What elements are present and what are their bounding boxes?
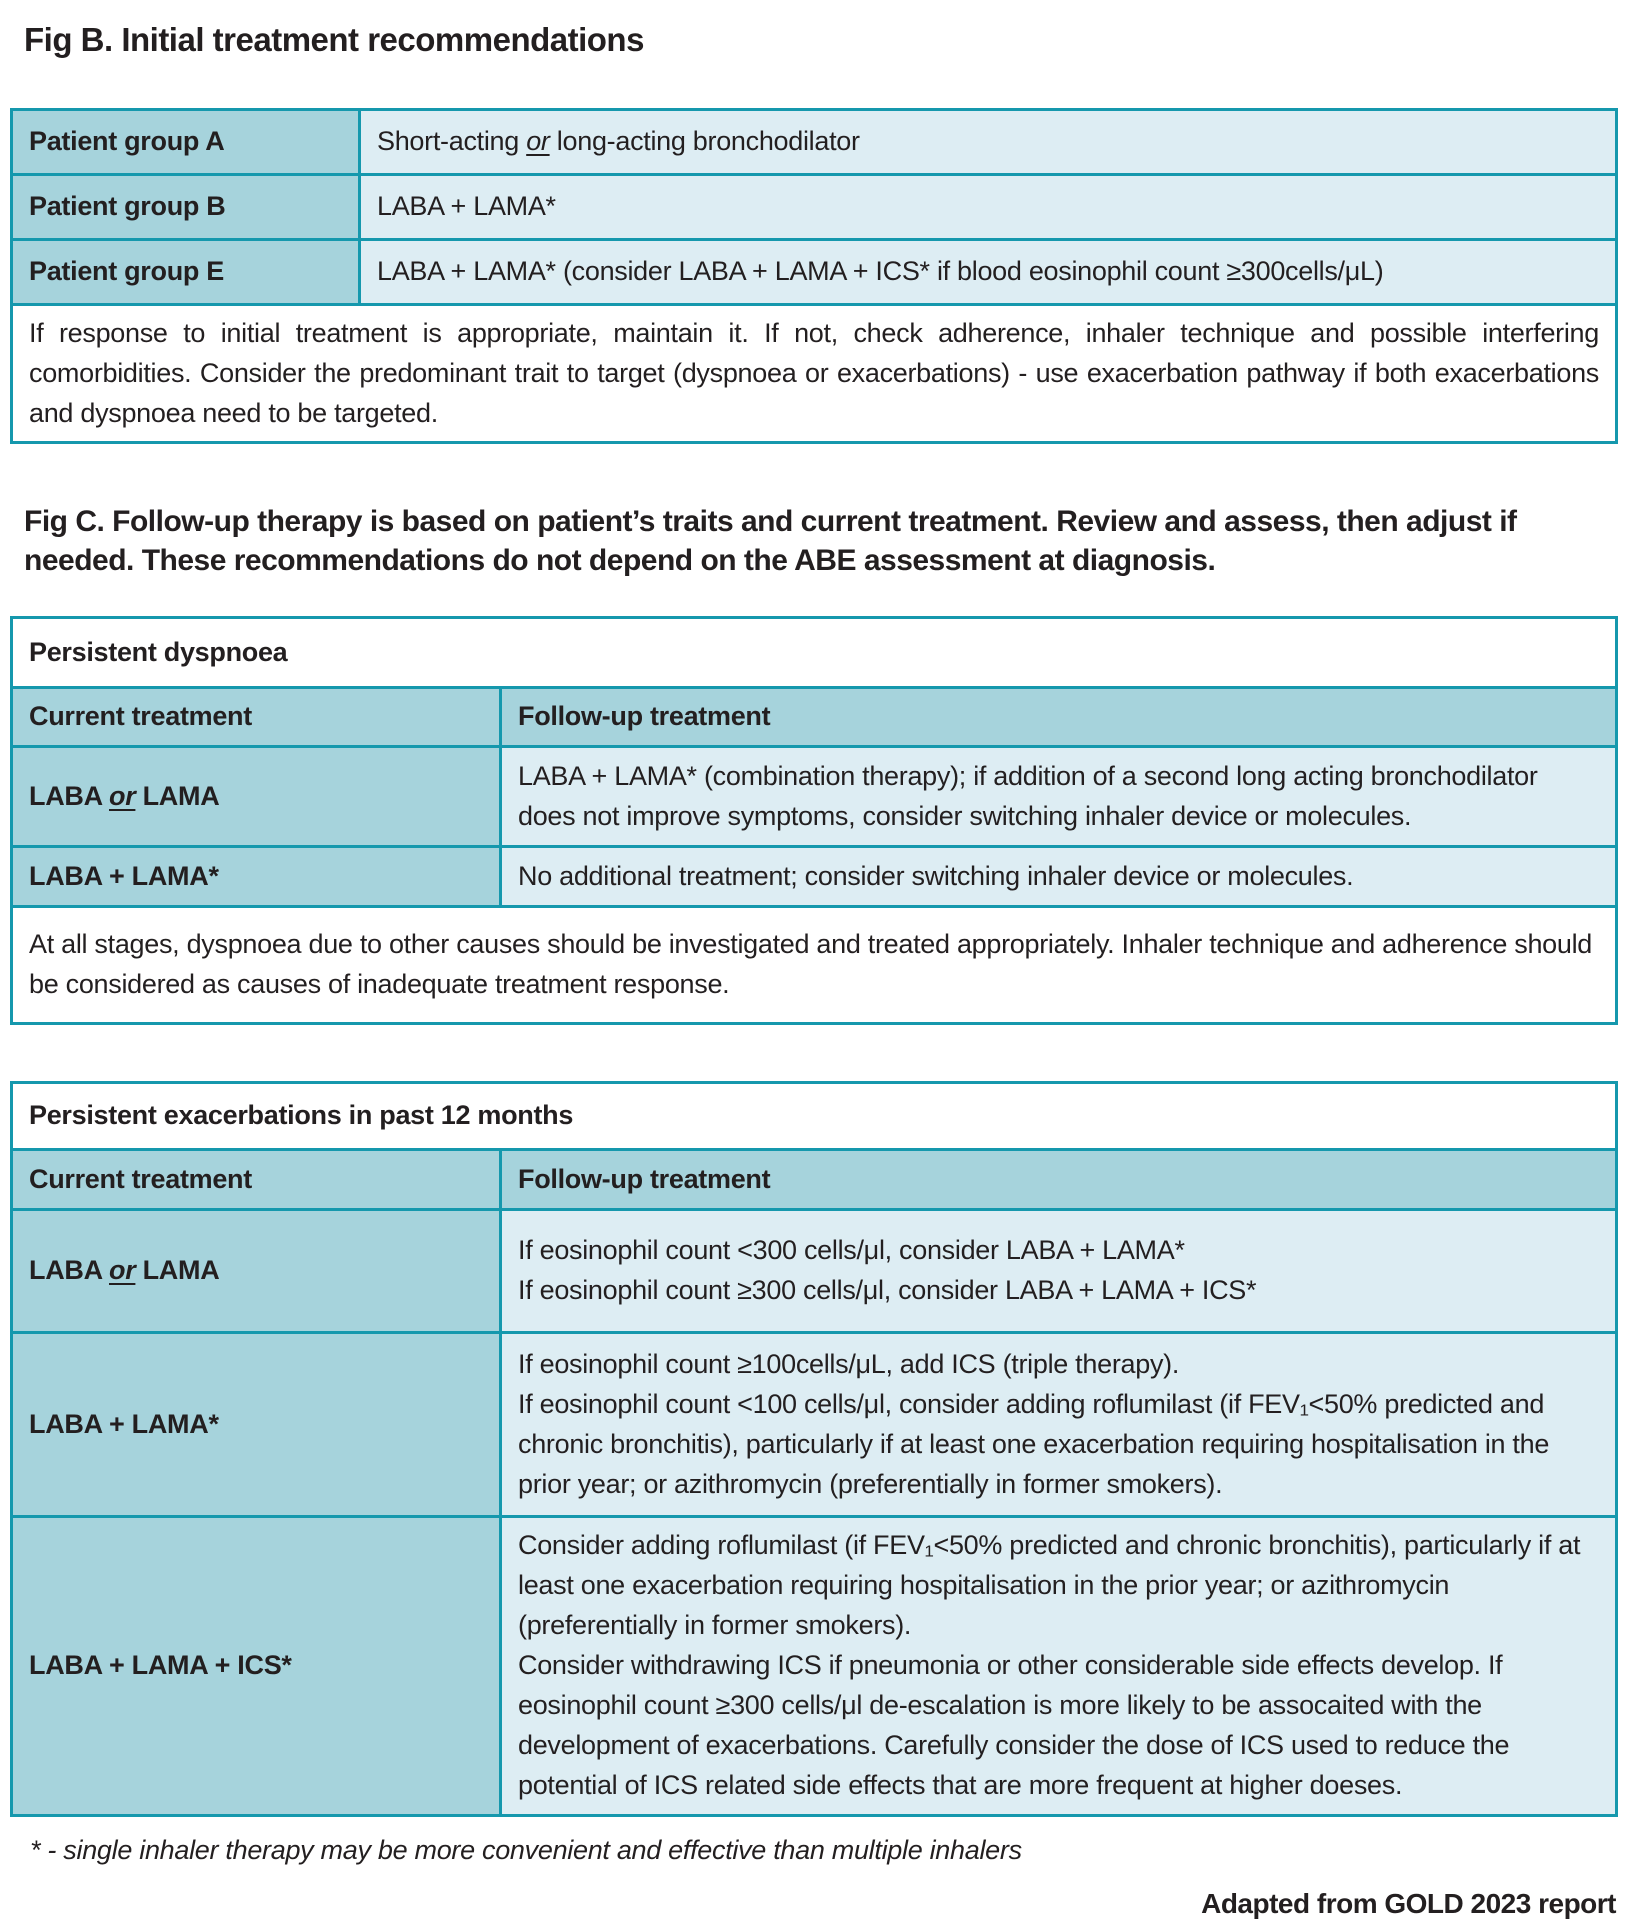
treatment-text: Short-acting bbox=[377, 125, 527, 156]
or-word: or bbox=[109, 780, 136, 811]
followup-treatment-cell bbox=[501, 747, 1617, 847]
exacerbations-header-row bbox=[12, 1150, 1617, 1210]
dyspnoea-header-row bbox=[12, 688, 1617, 747]
fig-b-note-row bbox=[12, 304, 1617, 443]
exacerbations-row-2 bbox=[12, 1333, 1617, 1517]
fig-b-title: Fig B. Initial treatment recommendations bbox=[24, 21, 644, 58]
asterisk-footnote: * - single inhaler therapy may be more convenient and effective than multiple inhalers bbox=[30, 1835, 1022, 1866]
exacerbations-section-row bbox=[12, 1083, 1617, 1150]
persistent-dyspnoea-table bbox=[10, 616, 1618, 1025]
patient-group-a-label: Patient group A bbox=[12, 109, 360, 174]
current-treatment-header: Current treatment bbox=[12, 688, 501, 747]
followup-treatment-header: Follow-up treatment bbox=[501, 1150, 1617, 1210]
source-credit: Adapted from GOLD 2023 report bbox=[1201, 1888, 1616, 1920]
current-treatment-cell bbox=[12, 1210, 501, 1333]
followup-paragraph: LABA + LAMA* (combination therapy); if addition of a second long acting bronchodilator does not improve symptoms, consider switching inhaler device or molecules. bbox=[518, 760, 1538, 831]
current-treatment-cell bbox=[12, 1333, 501, 1517]
treatment-text: long-acting bronchodilator bbox=[549, 125, 860, 156]
treatment-text: LAMA bbox=[135, 1255, 220, 1286]
followup-paragraph: If eosinophil count <100 cells/μl, consider adding roflumilast (if FEV₁<50% predicted and chronic bronchitis), particularly if at least one exacerbation requiring hospitalisation in the prior year; or azithromycin (preferentially in former smokers). bbox=[518, 1388, 1550, 1499]
treatment-text: LABA bbox=[29, 780, 109, 811]
dyspnoea-note-row bbox=[12, 907, 1617, 1024]
exacerbations-row-1 bbox=[12, 1210, 1617, 1333]
current-treatment-cell bbox=[12, 847, 501, 907]
patient-group-e-treatment bbox=[360, 239, 1617, 304]
fig-b-row-a bbox=[12, 109, 1617, 174]
followup-treatment-cell bbox=[501, 847, 1617, 907]
followup-paragraph: Consider withdrawing ICS if pneumonia or other considerable side effects develop. If eosinophil count ≥300 cells/μl de-escalation is more likely to be assocaited with the development of exacerbations. Carefully consider the dose of ICS used to reduce the potential of ICS related side effects that are more frequent at higher doeses. bbox=[518, 1650, 1510, 1801]
or-word: or bbox=[109, 1255, 136, 1286]
exacerbations-row-3 bbox=[12, 1517, 1617, 1816]
fig-b-row-e bbox=[12, 239, 1617, 304]
patient-group-b-label: Patient group B bbox=[12, 174, 360, 239]
fig-b-note: If response to initial treatment is appropriate, maintain it. If not, check adherence, inhaler technique and possible interfering comorbidities. Consider the predominant trait to target (dyspnoea or exacerbations) - use exacerbation pathway if both exacerbations and dyspnoea need to be targeted. bbox=[12, 304, 1617, 443]
or-word: or bbox=[526, 125, 550, 156]
current-treatment-header: Current treatment bbox=[12, 1150, 501, 1210]
treatment-text: LABA + LAMA* bbox=[29, 1408, 219, 1439]
dyspnoea-section-row bbox=[12, 618, 1617, 688]
current-treatment-cell bbox=[12, 1517, 501, 1816]
patient-group-e-label: Patient group E bbox=[12, 239, 360, 304]
fig-b-row-b bbox=[12, 174, 1617, 239]
followup-treatment-cell bbox=[501, 1517, 1617, 1816]
dyspnoea-row-2 bbox=[12, 847, 1617, 907]
followup-paragraph: No additional treatment; consider switching inhaler device or molecules. bbox=[518, 860, 1354, 891]
persistent-exacerbations-table bbox=[10, 1081, 1618, 1817]
treatment-text: LAMA bbox=[135, 780, 220, 811]
treatment-text: LABA + LAMA* bbox=[29, 860, 219, 891]
followup-paragraph: Consider adding roflumilast (if FEV₁<50% predicted and chronic bronchitis), particularly if at least one exacerbation requiring hospitalisation in the prior year; or azithromycin (preferentially in former smokers). bbox=[518, 1530, 1581, 1641]
fig-c-title: Fig C. Follow-up therapy is based on patient’s traits and current treatment. Review and assess, then adjust if needed. These recommendations do not depend on the ABE assessment at diagnosis. bbox=[24, 505, 1517, 578]
followup-treatment-cell bbox=[501, 1333, 1617, 1517]
dyspnoea-section-title: Persistent dyspnoea bbox=[12, 618, 1617, 688]
patient-group-b-treatment bbox=[360, 174, 1617, 239]
treatment-text: LABA + LAMA* bbox=[377, 190, 556, 221]
patient-group-a-treatment bbox=[360, 109, 1617, 174]
treatment-text: LABA bbox=[29, 1255, 109, 1286]
treatment-text: LABA + LAMA + ICS* bbox=[29, 1650, 292, 1681]
followup-treatment-header: Follow-up treatment bbox=[501, 688, 1617, 747]
followup-paragraph: If eosinophil count ≥300 cells/μl, consider LABA + LAMA + ICS* bbox=[518, 1275, 1257, 1306]
exacerbations-section-title: Persistent exacerbations in past 12 months bbox=[12, 1083, 1617, 1150]
fig-b-table bbox=[10, 108, 1618, 445]
treatment-text: LABA + LAMA* (consider LABA + LAMA + ICS* if blood eosinophil count ≥300cells/μL) bbox=[377, 255, 1384, 286]
current-treatment-cell bbox=[12, 747, 501, 847]
dyspnoea-row-1 bbox=[12, 747, 1617, 847]
dyspnoea-note: At all stages, dyspnoea due to other causes should be investigated and treated appropriately. Inhaler technique and adherence should be considered as causes of inadequate treatment response. bbox=[12, 907, 1617, 1024]
followup-treatment-cell bbox=[501, 1210, 1617, 1333]
followup-paragraph: If eosinophil count <300 cells/μl, consider LABA + LAMA* bbox=[518, 1235, 1185, 1266]
followup-paragraph: If eosinophil count ≥100cells/μL, add ICS (triple therapy). bbox=[518, 1349, 1180, 1379]
